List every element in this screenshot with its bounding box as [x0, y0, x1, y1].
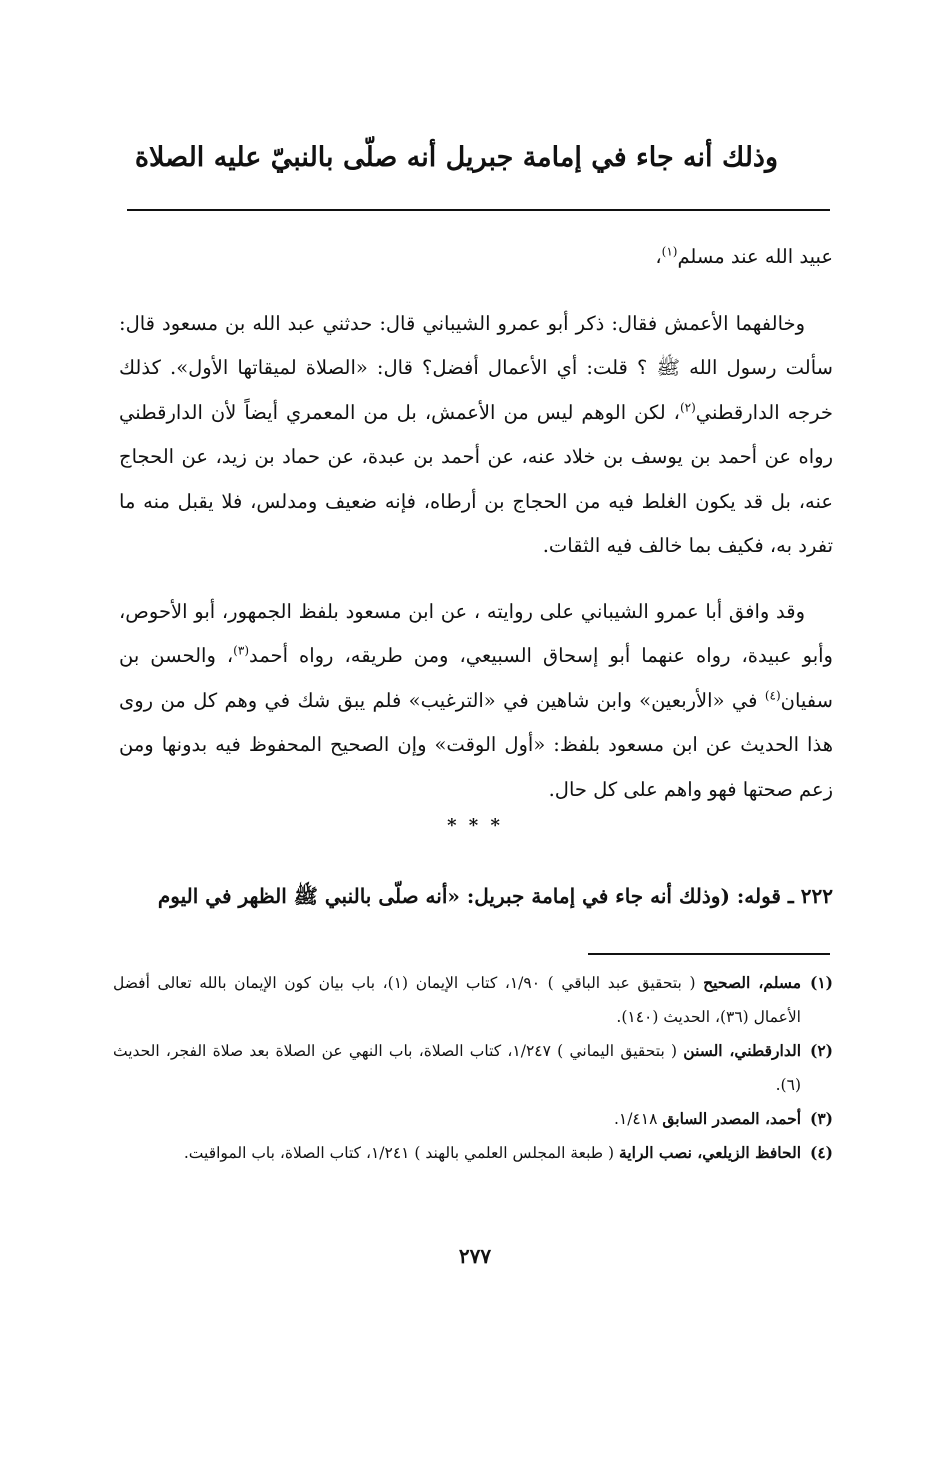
paragraph-1-end: ، — [655, 245, 662, 268]
paragraph-3-text-b: ، والحسن بن سفيان — [119, 644, 833, 712]
paragraph-2 — [119, 302, 833, 569]
footnote-2 — [113, 1034, 833, 1102]
header-rule — [127, 209, 830, 211]
footnote-source: الدارقطني، السنن — [683, 1041, 801, 1060]
page-number: ٢٧٧ — [458, 1244, 492, 1268]
footnote-text: ( طبعة المجلس العلمي بالهند ) ١/٢٤١، كتاب الصلاة، باب المواقيت. — [183, 1144, 620, 1162]
paragraph-3 — [119, 590, 833, 813]
footnote-source: مسلم، الصحيح — [703, 973, 802, 992]
running-head: وذلك أنه جاء في إمامة جبريل أنه صلّى بالنبيّ عليه الصلاة — [134, 142, 778, 173]
footnote-number: (٢) — [809, 1041, 833, 1060]
footnote-source: أحمد، المصدر السابق — [662, 1109, 801, 1128]
paragraph-3-text-c: في «الأربعين» وابن شاهين في «الترغيب» فلم يبق شك في وهم كل من روى هذا الحديث عن ابن مسعود بلفظ: «أول الوقت» وإن الصحيح المحفوظ فيه بدونها ومن زعم صحتها فهو واهم على كل حال. — [119, 688, 833, 801]
section-separator: * * * — [447, 815, 503, 836]
footnote-ref-2: (٢) — [679, 400, 696, 414]
footnotes — [113, 966, 833, 1170]
footnote-text: ١/٤١٨. — [613, 1110, 663, 1128]
footnote-number: (١) — [810, 973, 834, 992]
footnote-ref-3: (٣) — [233, 643, 249, 658]
footnote-3 — [113, 1102, 833, 1136]
commentary-line: ٢٢٢ ـ قوله: (وذلك أنه جاء في إمامة جبريل: «أنه صلّى بالنبي ﷺ الظهر في اليوم — [157, 884, 833, 908]
footnote-4 — [113, 1136, 833, 1170]
main-text — [119, 235, 833, 812]
footnote-rule — [588, 953, 830, 955]
footnote-text: ( بتحقيق عبد الباقي ) ١/٩٠، كتاب الإيمان (١)، باب بيان كون الإيمان بالله تعالى أفضل الأعمال (٣٦)، الحديث (١٤٠). — [113, 974, 801, 1026]
paragraph-3-text-a: وقد وافق أبا عمرو الشيباني على روايته ، عن ابن مسعود بلفظ الجمهور، أبو الأحوص، وأبو عبيدة، رواه عنهما أبو إسحاق السبيعي، ومن طريقه، رواه أحمد — [119, 599, 833, 667]
footnote-number: (٣) — [809, 1109, 833, 1128]
paragraph-1 — [119, 235, 833, 280]
footnote-ref-1: (١) — [661, 244, 678, 259]
footnote-text: ( بتحقيق اليماني ) ١/٢٤٧، كتاب الصلاة، باب النهي عن الصلاة بعد صلاة الفجر، الحديث (٦). — [113, 1042, 801, 1094]
paragraph-2-text-a: وخالفهما الأعمش فقال: ذكر أبو عمرو الشيباني قال: حدثني عبد الله بن مسعود قال: سألت رسول الله ﷺ ؟ قلت: أي الأعمال أفضل؟ قال: «الصلاة لميقاتها الأول». كذلك خرجه الدارقطني — [119, 311, 833, 424]
footnote-number: (٤) — [809, 1143, 833, 1162]
footnote-ref-4: (٤) — [764, 688, 781, 702]
footnote-1 — [113, 966, 833, 1034]
footnote-source: الحافظ الزيلعي، نصب الراية — [619, 1143, 801, 1162]
paragraph-1-text: عبيد الله عند مسلم — [677, 245, 833, 268]
paragraph-2-text-b: ، لكن الوهم ليس من الأعمش، بل من المعمري أيضاً لأن الدارقطني رواه عن أحمد بن يوسف بن خلاد عنه، عن أحمد بن عبدة، عن حماد بن زيد، عن الحجاج عنه، بل قد يكون الغلط فيه من الحجاج بن أرطاه، فإنه ضعيف ومدلس، فلا يقبل منه ما تفرد به، فكيف بما خالف فيه الثقات. — [119, 400, 833, 557]
